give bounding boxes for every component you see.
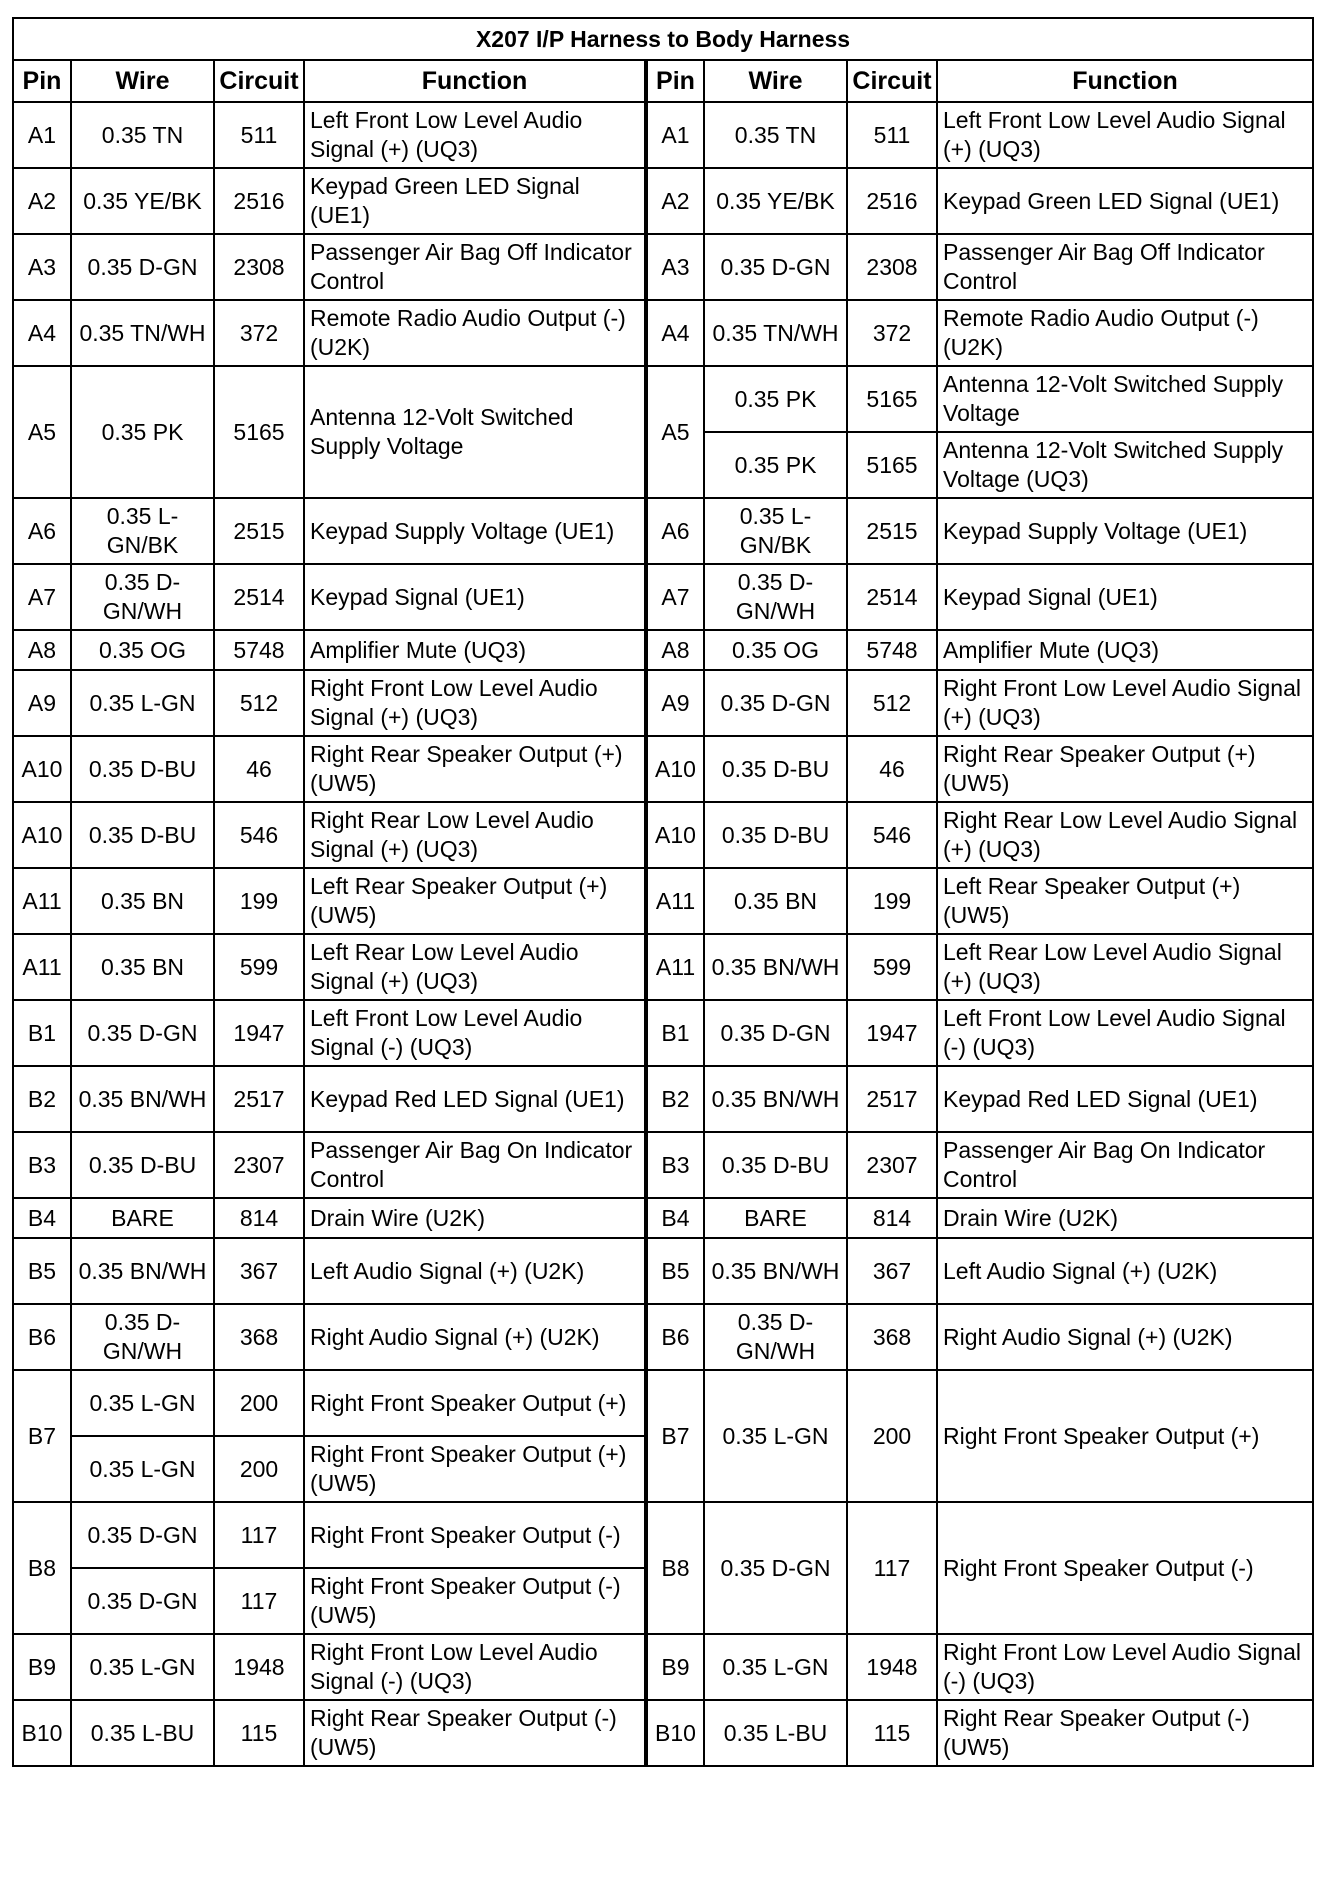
pin-cell: B3 [646, 1132, 704, 1198]
wire-cell: 0.35 PK [704, 432, 847, 498]
wire-cell: 0.35 D-GN/WH [704, 564, 847, 630]
circuit-cell: 117 [214, 1502, 304, 1568]
circuit-cell: 814 [847, 1198, 937, 1238]
circuit-cell: 2308 [847, 234, 937, 300]
circuit-cell: 546 [214, 802, 304, 868]
function-cell: Right Audio Signal (+) (U2K) [937, 1304, 1313, 1370]
function-cell: Passenger Air Bag Off Indicator Control [304, 234, 646, 300]
circuit-cell: 2517 [847, 1066, 937, 1132]
circuit-cell: 367 [847, 1238, 937, 1304]
table-row [13, 802, 1313, 868]
wire-cell: 0.35 L-GN [71, 1634, 214, 1700]
pin-cell: A11 [13, 934, 71, 1000]
wire-cell: 0.35 D-GN [71, 1000, 214, 1066]
table-row [13, 1132, 1313, 1198]
wire-cell: 0.35 TN/WH [71, 300, 214, 366]
wire-cell: BARE [71, 1198, 214, 1238]
circuit-cell: 367 [214, 1238, 304, 1304]
wire-cell: 0.35 D-GN [704, 1502, 847, 1634]
circuit-cell: 200 [214, 1370, 304, 1436]
wire-cell: 0.35 D-BU [704, 736, 847, 802]
function-cell: Antenna 12-Volt Switched Supply Voltage [937, 366, 1313, 432]
pin-cell: A5 [13, 366, 71, 498]
circuit-cell: 2516 [214, 168, 304, 234]
circuit-cell: 512 [847, 670, 937, 736]
wire-cell: 0.35 OG [71, 630, 214, 670]
table-row [13, 630, 1313, 670]
function-cell: Left Front Low Level Audio Signal (+) (UQ3) [304, 102, 646, 168]
circuit-cell: 5165 [847, 366, 937, 432]
table-row [13, 498, 1313, 564]
table-row [13, 934, 1313, 1000]
wire-cell: BARE [704, 1198, 847, 1238]
header-pin: Pin [646, 60, 704, 102]
circuit-cell: 115 [214, 1700, 304, 1766]
wire-cell: 0.35 TN [71, 102, 214, 168]
header-function: Function [304, 60, 646, 102]
function-cell: Right Front Speaker Output (+) [304, 1370, 646, 1436]
wire-cell: 0.35 D-BU [71, 802, 214, 868]
circuit-cell: 2515 [847, 498, 937, 564]
function-cell: Right Front Speaker Output (-) [304, 1502, 646, 1568]
pin-cell: B10 [13, 1700, 71, 1766]
function-cell: Passenger Air Bag Off Indicator Control [937, 234, 1313, 300]
table-row [13, 1304, 1313, 1370]
wire-cell: 0.35 L-GN [71, 1436, 214, 1502]
wire-cell: 0.35 D-GN [704, 670, 847, 736]
pin-cell: A3 [13, 234, 71, 300]
circuit-cell: 46 [847, 736, 937, 802]
function-cell: Left Rear Speaker Output (+) (UW5) [937, 868, 1313, 934]
function-cell: Keypad Signal (UE1) [937, 564, 1313, 630]
header-wire: Wire [71, 60, 214, 102]
header-pin: Pin [13, 60, 71, 102]
table-row [13, 1198, 1313, 1238]
function-cell: Right Rear Speaker Output (+) (UW5) [937, 736, 1313, 802]
function-cell: Remote Radio Audio Output (-) (U2K) [304, 300, 646, 366]
function-cell: Left Front Low Level Audio Signal (+) (UQ3) [937, 102, 1313, 168]
function-cell: Right Front Speaker Output (-) (UW5) [304, 1568, 646, 1634]
circuit-cell: 1947 [214, 1000, 304, 1066]
pin-cell: B5 [646, 1238, 704, 1304]
function-cell: Left Front Low Level Audio Signal (-) (UQ3) [304, 1000, 646, 1066]
column-header-row [13, 60, 1313, 102]
function-cell: Keypad Green LED Signal (UE1) [304, 168, 646, 234]
pin-cell: B7 [646, 1370, 704, 1502]
circuit-cell: 511 [847, 102, 937, 168]
wire-cell: 0.35 BN [71, 934, 214, 1000]
function-cell: Right Rear Speaker Output (-) (UW5) [304, 1700, 646, 1766]
function-cell: Right Front Speaker Output (-) [937, 1502, 1313, 1634]
pin-cell: A9 [646, 670, 704, 736]
wire-cell: 0.35 BN [704, 868, 847, 934]
function-cell: Right Front Speaker Output (+) (UW5) [304, 1436, 646, 1502]
pin-cell: B4 [646, 1198, 704, 1238]
pin-cell: B1 [13, 1000, 71, 1066]
function-cell: Antenna 12-Volt Switched Supply Voltage (UQ3) [937, 432, 1313, 498]
function-cell: Right Front Low Level Audio Signal (-) (UQ3) [304, 1634, 646, 1700]
wire-cell: 0.35 D-GN/WH [704, 1304, 847, 1370]
function-cell: Passenger Air Bag On Indicator Control [937, 1132, 1313, 1198]
harness-pinout-table [12, 17, 1314, 1767]
function-cell: Remote Radio Audio Output (-) (U2K) [937, 300, 1313, 366]
wire-cell: 0.35 YE/BK [704, 168, 847, 234]
pin-cell: A2 [646, 168, 704, 234]
pin-cell: B2 [646, 1066, 704, 1132]
circuit-cell: 814 [214, 1198, 304, 1238]
pin-cell: A4 [13, 300, 71, 366]
harness-table-wrapper [12, 17, 1312, 1767]
table-row [13, 1502, 1313, 1568]
function-cell: Left Front Low Level Audio Signal (-) (UQ3) [937, 1000, 1313, 1066]
wire-cell: 0.35 BN/WH [704, 934, 847, 1000]
circuit-cell: 2516 [847, 168, 937, 234]
pin-cell: A10 [646, 736, 704, 802]
pin-cell: B6 [646, 1304, 704, 1370]
circuit-cell: 5748 [847, 630, 937, 670]
circuit-cell: 2517 [214, 1066, 304, 1132]
pin-cell: A2 [13, 168, 71, 234]
circuit-cell: 2308 [214, 234, 304, 300]
function-cell: Keypad Supply Voltage (UE1) [304, 498, 646, 564]
function-cell: Left Audio Signal (+) (U2K) [304, 1238, 646, 1304]
circuit-cell: 1947 [847, 1000, 937, 1066]
function-cell: Keypad Signal (UE1) [304, 564, 646, 630]
pin-cell: B6 [13, 1304, 71, 1370]
wire-cell: 0.35 BN/WH [71, 1066, 214, 1132]
function-cell: Left Rear Low Level Audio Signal (+) (UQ3) [304, 934, 646, 1000]
wire-cell: 0.35 PK [71, 366, 214, 498]
wire-cell: 0.35 YE/BK [71, 168, 214, 234]
wire-cell: 0.35 D-GN [704, 234, 847, 300]
function-cell: Right Front Low Level Audio Signal (-) (UQ3) [937, 1634, 1313, 1700]
wire-cell: 0.35 D-BU [704, 802, 847, 868]
function-cell: Right Audio Signal (+) (U2K) [304, 1304, 646, 1370]
circuit-cell: 368 [214, 1304, 304, 1370]
table-row [13, 670, 1313, 736]
pin-cell: A10 [13, 736, 71, 802]
wire-cell: 0.35 D-BU [704, 1132, 847, 1198]
function-cell: Keypad Red LED Signal (UE1) [304, 1066, 646, 1132]
wire-cell: 0.35 L-GN [704, 1634, 847, 1700]
table-row [13, 234, 1313, 300]
wire-cell: 0.35 D-GN/WH [71, 564, 214, 630]
table-row [13, 1238, 1313, 1304]
function-cell: Right Rear Speaker Output (+) (UW5) [304, 736, 646, 802]
pin-cell: A4 [646, 300, 704, 366]
circuit-cell: 115 [847, 1700, 937, 1766]
circuit-cell: 117 [214, 1568, 304, 1634]
function-cell: Left Rear Low Level Audio Signal (+) (UQ3) [937, 934, 1313, 1000]
circuit-cell: 1948 [214, 1634, 304, 1700]
wire-cell: 0.35 BN/WH [704, 1238, 847, 1304]
pin-cell: B3 [13, 1132, 71, 1198]
pin-cell: B9 [646, 1634, 704, 1700]
table-row [13, 564, 1313, 630]
function-cell: Drain Wire (U2K) [304, 1198, 646, 1238]
function-cell: Right Rear Low Level Audio Signal (+) (UQ3) [304, 802, 646, 868]
pin-cell: A11 [646, 934, 704, 1000]
circuit-cell: 199 [214, 868, 304, 934]
pin-cell: B8 [13, 1502, 71, 1634]
pin-cell: A9 [13, 670, 71, 736]
circuit-cell: 200 [847, 1370, 937, 1502]
wire-cell: 0.35 L-GN/BK [71, 498, 214, 564]
pin-cell: B10 [646, 1700, 704, 1766]
circuit-cell: 200 [214, 1436, 304, 1502]
pin-cell: A11 [13, 868, 71, 934]
function-cell: Passenger Air Bag On Indicator Control [304, 1132, 646, 1198]
header-wire: Wire [704, 60, 847, 102]
circuit-cell: 2307 [847, 1132, 937, 1198]
header-function: Function [937, 60, 1313, 102]
function-cell: Left Audio Signal (+) (U2K) [937, 1238, 1313, 1304]
circuit-cell: 5165 [847, 432, 937, 498]
pin-cell: B7 [13, 1370, 71, 1502]
wire-cell: 0.35 D-GN [71, 234, 214, 300]
wire-cell: 0.35 D-GN/WH [71, 1304, 214, 1370]
circuit-cell: 2307 [214, 1132, 304, 1198]
pin-cell: A1 [646, 102, 704, 168]
wire-cell: 0.35 BN/WH [71, 1238, 214, 1304]
function-cell: Keypad Supply Voltage (UE1) [937, 498, 1313, 564]
function-cell: Right Front Low Level Audio Signal (+) (UQ3) [304, 670, 646, 736]
circuit-cell: 511 [214, 102, 304, 168]
header-circuit: Circuit [847, 60, 937, 102]
pin-cell: A7 [646, 564, 704, 630]
wire-cell: 0.35 D-GN [704, 1000, 847, 1066]
pin-cell: B4 [13, 1198, 71, 1238]
circuit-cell: 599 [214, 934, 304, 1000]
table-row [13, 168, 1313, 234]
pin-cell: B2 [13, 1066, 71, 1132]
function-cell: Left Rear Speaker Output (+) (UW5) [304, 868, 646, 934]
table-row [13, 1634, 1313, 1700]
circuit-cell: 199 [847, 868, 937, 934]
circuit-cell: 1948 [847, 1634, 937, 1700]
circuit-cell: 5748 [214, 630, 304, 670]
pin-cell: A1 [13, 102, 71, 168]
wire-cell: 0.35 TN [704, 102, 847, 168]
function-cell: Right Rear Speaker Output (-) (UW5) [937, 1700, 1313, 1766]
wire-cell: 0.35 L-GN [71, 670, 214, 736]
pin-cell: A8 [646, 630, 704, 670]
pin-cell: B9 [13, 1634, 71, 1700]
pin-cell: B5 [13, 1238, 71, 1304]
wire-cell: 0.35 TN/WH [704, 300, 847, 366]
table-row [13, 868, 1313, 934]
pin-cell: A11 [646, 868, 704, 934]
function-cell: Right Front Speaker Output (+) [937, 1370, 1313, 1502]
table-row [13, 1370, 1313, 1436]
wire-cell: 0.35 L-BU [71, 1700, 214, 1766]
circuit-cell: 46 [214, 736, 304, 802]
function-cell: Amplifier Mute (UQ3) [304, 630, 646, 670]
pin-cell: A6 [646, 498, 704, 564]
table-row [13, 366, 1313, 432]
function-cell: Antenna 12-Volt Switched Supply Voltage [304, 366, 646, 498]
circuit-cell: 372 [214, 300, 304, 366]
wire-cell: 0.35 L-GN [71, 1370, 214, 1436]
table-row [13, 1700, 1313, 1766]
table-row [13, 1000, 1313, 1066]
circuit-cell: 546 [847, 802, 937, 868]
pin-cell: A6 [13, 498, 71, 564]
circuit-cell: 512 [214, 670, 304, 736]
circuit-cell: 2514 [214, 564, 304, 630]
wire-cell: 0.35 D-BU [71, 1132, 214, 1198]
circuit-cell: 599 [847, 934, 937, 1000]
circuit-cell: 5165 [214, 366, 304, 498]
wire-cell: 0.35 D-GN [71, 1568, 214, 1634]
circuit-cell: 2514 [847, 564, 937, 630]
wire-cell: 0.35 OG [704, 630, 847, 670]
table-title: X207 I/P Harness to Body Harness [13, 18, 1313, 60]
wire-cell: 0.35 L-GN/BK [704, 498, 847, 564]
table-body [13, 102, 1313, 1766]
table-row [13, 102, 1313, 168]
function-cell: Right Front Low Level Audio Signal (+) (UQ3) [937, 670, 1313, 736]
wire-cell: 0.35 BN/WH [704, 1066, 847, 1132]
function-cell: Drain Wire (U2K) [937, 1198, 1313, 1238]
pin-cell: B1 [646, 1000, 704, 1066]
pin-cell: A10 [646, 802, 704, 868]
table-row [13, 300, 1313, 366]
function-cell: Amplifier Mute (UQ3) [937, 630, 1313, 670]
wire-cell: 0.35 L-BU [704, 1700, 847, 1766]
wire-cell: 0.35 PK [704, 366, 847, 432]
pin-cell: A7 [13, 564, 71, 630]
wire-cell: 0.35 D-BU [71, 736, 214, 802]
pin-cell: A5 [646, 366, 704, 498]
function-cell: Right Rear Low Level Audio Signal (+) (UQ3) [937, 802, 1313, 868]
table-row [13, 1066, 1313, 1132]
pin-cell: A10 [13, 802, 71, 868]
header-circuit: Circuit [214, 60, 304, 102]
pin-cell: A3 [646, 234, 704, 300]
wire-cell: 0.35 L-GN [704, 1370, 847, 1502]
circuit-cell: 368 [847, 1304, 937, 1370]
pin-cell: B8 [646, 1502, 704, 1634]
circuit-cell: 117 [847, 1502, 937, 1634]
table-row [13, 736, 1313, 802]
pin-cell: A8 [13, 630, 71, 670]
function-cell: Keypad Red LED Signal (UE1) [937, 1066, 1313, 1132]
wire-cell: 0.35 D-GN [71, 1502, 214, 1568]
circuit-cell: 2515 [214, 498, 304, 564]
circuit-cell: 372 [847, 300, 937, 366]
wire-cell: 0.35 BN [71, 868, 214, 934]
function-cell: Keypad Green LED Signal (UE1) [937, 168, 1313, 234]
